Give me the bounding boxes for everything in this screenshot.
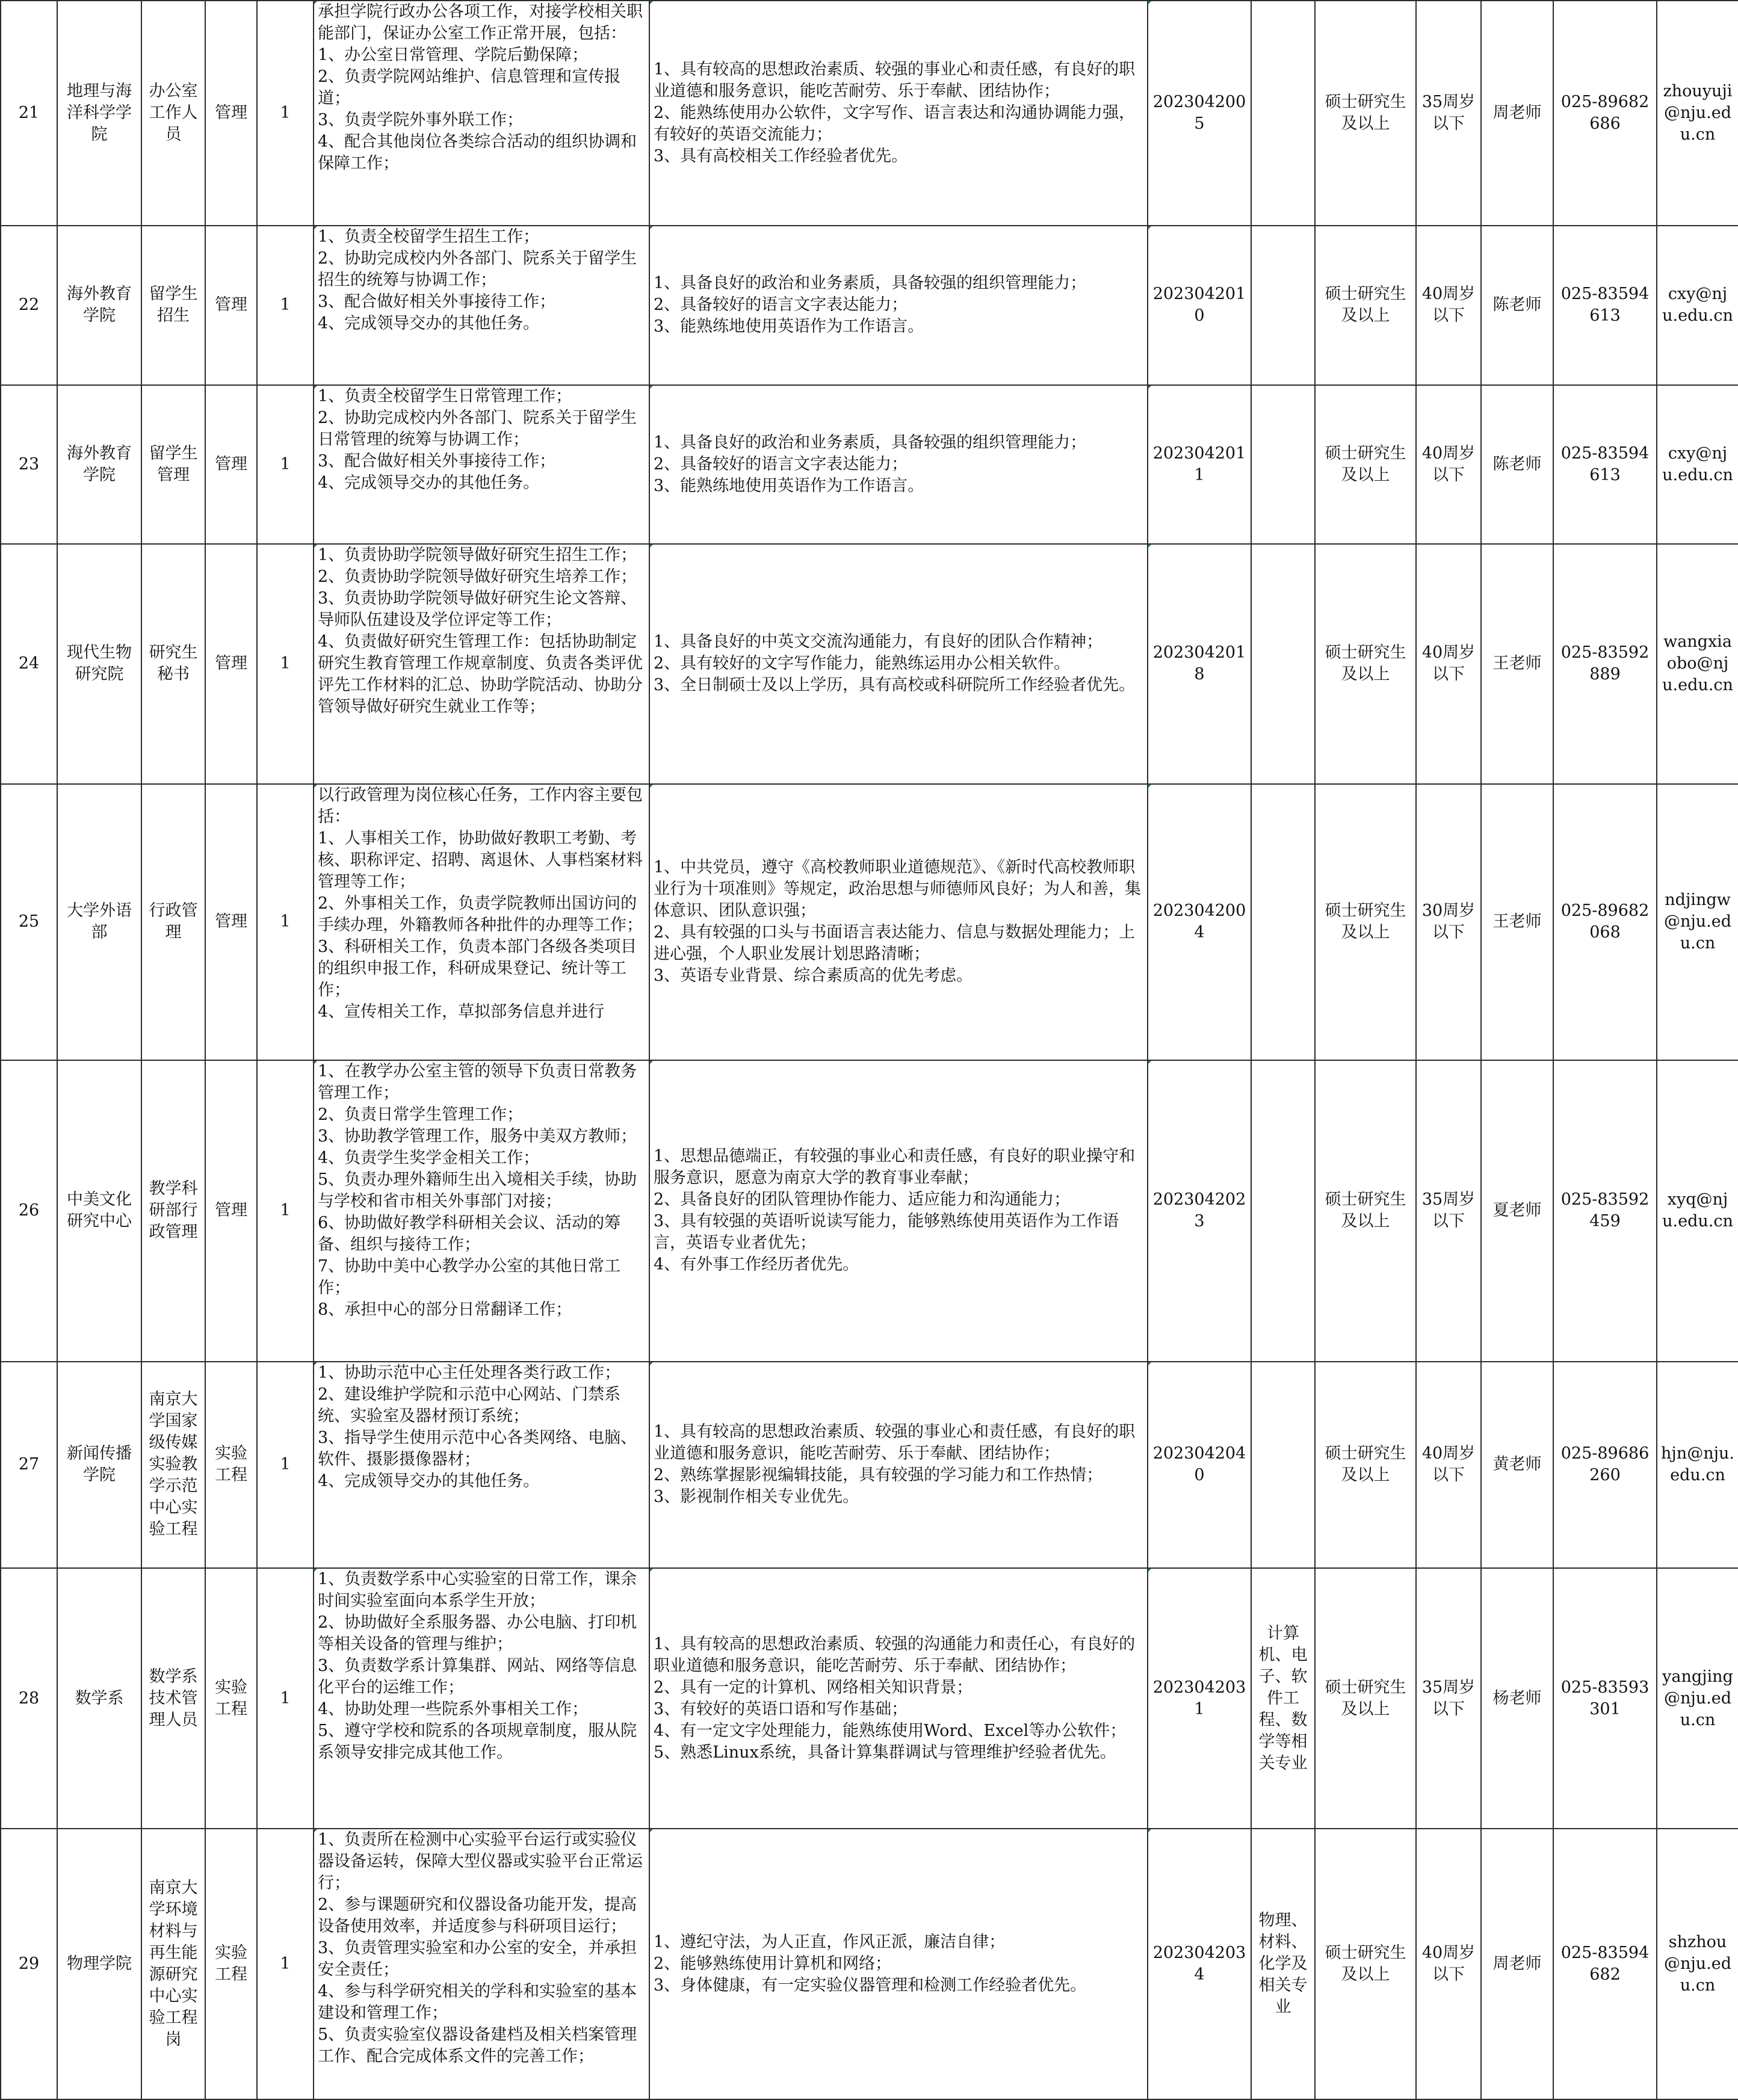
table-row bbox=[1, 1568, 1738, 1829]
position-code-cell: 2023042034 bbox=[1148, 1829, 1251, 2099]
duties-cell: 1、负责所在检测中心实验平台运行或实验仪器设备运转，保障大型仪器或实验平台正常运行； 2、参与课题研究和仪器设备功能开发，提高设备使用效率，并适度参与科研项目运行； 3、负责管理实验室和办公室的安全，并承担安全责任； 4、参与科学研究相关的学科和实验室的基本建设和管理工作； 5、负责实验室仪器设备建档及相关档案管理工作、配合完成体系文件的完善工作； bbox=[314, 1829, 649, 2099]
position-code-cell: 2023042040 bbox=[1148, 1362, 1251, 1569]
job-type-cell: 管理 bbox=[205, 1060, 257, 1361]
table-row bbox=[1, 226, 1738, 384]
seq-no-cell: 23 bbox=[1, 385, 57, 544]
email-cell: xyq@nju.edu.cn bbox=[1657, 1060, 1738, 1361]
unit-cell: 新闻传播学院 bbox=[57, 1362, 141, 1569]
contact-person-cell: 王老师 bbox=[1481, 544, 1553, 784]
job-type-cell: 管理 bbox=[205, 1, 257, 226]
age-limit-cell: 35周岁以下 bbox=[1416, 1060, 1481, 1361]
position-code-cell: 2023042010 bbox=[1148, 226, 1251, 384]
position-code-cell: 2023042031 bbox=[1148, 1568, 1251, 1829]
major-cell bbox=[1251, 784, 1315, 1061]
requirements-cell: 1、具备良好的政治和业务素质，具备较强的组织管理能力； 2、具备较好的语言文字表达能力； 3、能熟练地使用英语作为工作语言。 bbox=[649, 226, 1148, 384]
email-cell: wangxiaobo@nju.edu.cn bbox=[1657, 544, 1738, 784]
major-cell bbox=[1251, 226, 1315, 384]
requirements-cell: 1、具有较高的思想政治素质、较强的事业心和责任感，有良好的职业道德和服务意识，能吃苦耐劳、乐于奉献、团结协作； 2、能熟练使用办公软件，文字写作、语言表达和沟通协调能力强，有较好的英语交流能力； 3、具有高校相关工作经验者优先。 bbox=[649, 1, 1148, 226]
requirements-cell: 1、中共党员，遵守《高校教师职业道德规范》、《新时代高校教师职业行为十项准则》等规定，政治思想与师德师风良好；为人和善，集体意识、团队意识强； 2、具有较强的口头与书面语言表达能力、信息与数据处理能力；上进心强，个人职业发展计划思路清晰； 3、英语专业背景、综合素质高的优先考虑。 bbox=[649, 784, 1148, 1061]
position-cell: 行政管理 bbox=[141, 784, 205, 1061]
major-cell bbox=[1251, 1, 1315, 226]
position-cell: 办公室工作人员 bbox=[141, 1, 205, 226]
age-limit-cell: 40周岁以下 bbox=[1416, 1362, 1481, 1569]
headcount-cell: 1 bbox=[257, 1362, 314, 1569]
headcount-cell: 1 bbox=[257, 1568, 314, 1829]
position-cell: 教学科研部行政管理 bbox=[141, 1060, 205, 1361]
contact-person-cell: 杨老师 bbox=[1481, 1568, 1553, 1829]
major-cell bbox=[1251, 385, 1315, 544]
table-row bbox=[1, 1829, 1738, 2099]
seq-no-cell: 26 bbox=[1, 1060, 57, 1361]
education-cell: 硕士研究生及以上 bbox=[1315, 1362, 1416, 1569]
requirements-cell: 1、具有较高的思想政治素质、较强的事业心和责任感，有良好的职业道德和服务意识，能吃苦耐劳、乐于奉献、团结协作； 2、熟练掌握影视编辑技能，具有较强的学习能力和工作热情； 3、影视制作相关专业优先。 bbox=[649, 1362, 1148, 1569]
contact-person-cell: 陈老师 bbox=[1481, 226, 1553, 384]
duties-cell: 1、负责全校留学生招生工作； 2、协助完成校内外各部门、院系关于留学生招生的统筹与协调工作； 3、配合做好相关外事接待工作； 4、完成领导交办的其他任务。 bbox=[314, 226, 649, 384]
email-cell: cxy@nju.edu.cn bbox=[1657, 385, 1738, 544]
phone-cell: 025-89682068 bbox=[1553, 784, 1657, 1061]
table-row bbox=[1, 385, 1738, 544]
position-code-cell: 2023042011 bbox=[1148, 385, 1251, 544]
unit-cell: 中美文化研究中心 bbox=[57, 1060, 141, 1361]
position-cell: 数学系技术管理人员 bbox=[141, 1568, 205, 1829]
table-row bbox=[1, 1060, 1738, 1361]
job-type-cell: 管理 bbox=[205, 544, 257, 784]
phone-cell: 025-83594682 bbox=[1553, 1829, 1657, 2099]
seq-no-cell: 28 bbox=[1, 1568, 57, 1829]
education-cell: 硕士研究生及以上 bbox=[1315, 784, 1416, 1061]
contact-person-cell: 周老师 bbox=[1481, 1829, 1553, 2099]
job-type-cell: 管理 bbox=[205, 784, 257, 1061]
duties-cell: 1、负责协助学院领导做好研究生招生工作； 2、负责协助学院领导做好研究生培养工作； 3、负责协助学院领导做好研究生论文答辩、导师队伍建设及学位评定等工作； 4、负责做好研究生管理工作：包括协助制定研究生教育管理工作规章制度、负责各类评优评先工作材料的汇总、协助学院活动、协助分管领导做好研究生就业工作等； bbox=[314, 544, 649, 784]
education-cell: 硕士研究生及以上 bbox=[1315, 1829, 1416, 2099]
education-cell: 硕士研究生及以上 bbox=[1315, 1, 1416, 226]
unit-cell: 数学系 bbox=[57, 1568, 141, 1829]
phone-cell: 025-83592889 bbox=[1553, 544, 1657, 784]
phone-cell: 025-83592459 bbox=[1553, 1060, 1657, 1361]
age-limit-cell: 40周岁以下 bbox=[1416, 544, 1481, 784]
position-cell: 南京大学国家级传媒实验教学示范中心实验工程 bbox=[141, 1362, 205, 1569]
table-body bbox=[1, 1, 1738, 2099]
position-cell: 研究生秘书 bbox=[141, 544, 205, 784]
age-limit-cell: 35周岁以下 bbox=[1416, 1568, 1481, 1829]
position-code-cell: 2023042005 bbox=[1148, 1, 1251, 226]
job-type-cell: 管理 bbox=[205, 385, 257, 544]
education-cell: 硕士研究生及以上 bbox=[1315, 1060, 1416, 1361]
phone-cell: 025-89686260 bbox=[1553, 1362, 1657, 1569]
headcount-cell: 1 bbox=[257, 1, 314, 226]
table-row bbox=[1, 1, 1738, 226]
age-limit-cell: 40周岁以下 bbox=[1416, 226, 1481, 384]
duties-cell: 1、负责数学系中心实验室的日常工作，课余时间实验室面向本系学生开放； 2、协助做好全系服务器、办公电脑、打印机等相关设备的管理与维护； 3、负责数学系计算集群、网站、网络等信息化平台的运维工作； 4、协助处理一些院系外事相关工作； 5、遵守学校和院系的各项规章制度，服从院系领导安排完成其他工作。 bbox=[314, 1568, 649, 1829]
phone-cell: 025-83594613 bbox=[1553, 226, 1657, 384]
email-cell: zhouyuji@nju.edu.cn bbox=[1657, 1, 1738, 226]
position-code-cell: 2023042023 bbox=[1148, 1060, 1251, 1361]
email-cell: hjn@nju.edu.cn bbox=[1657, 1362, 1738, 1569]
email-cell: cxy@nju.edu.cn bbox=[1657, 226, 1738, 384]
job-type-cell: 实验工程 bbox=[205, 1568, 257, 1829]
job-type-cell: 实验工程 bbox=[205, 1829, 257, 2099]
headcount-cell: 1 bbox=[257, 544, 314, 784]
headcount-cell: 1 bbox=[257, 1060, 314, 1361]
table-row bbox=[1, 784, 1738, 1061]
major-cell bbox=[1251, 544, 1315, 784]
job-type-cell: 管理 bbox=[205, 226, 257, 384]
position-code-cell: 2023042004 bbox=[1148, 784, 1251, 1061]
position-code-cell: 2023042018 bbox=[1148, 544, 1251, 784]
seq-no-cell: 29 bbox=[1, 1829, 57, 2099]
job-type-cell: 实验工程 bbox=[205, 1362, 257, 1569]
contact-person-cell: 夏老师 bbox=[1481, 1060, 1553, 1361]
position-cell: 留学生招生 bbox=[141, 226, 205, 384]
education-cell: 硕士研究生及以上 bbox=[1315, 1568, 1416, 1829]
requirements-cell: 1、具有较高的思想政治素质、较强的沟通能力和责任心，有良好的职业道德和服务意识，能吃苦耐劳、乐于奉献、团结协作； 2、具有一定的计算机、网络相关知识背景； 3、有较好的英语口语和写作基础； 4、有一定文字处理能力，能熟练使用Word、Excel等办公软件； 5、熟悉Linux系统，具备计算集群调试与管理维护经验者优先。 bbox=[649, 1568, 1148, 1829]
phone-cell: 025-89682686 bbox=[1553, 1, 1657, 226]
phone-cell: 025-83594613 bbox=[1553, 385, 1657, 544]
age-limit-cell: 35周岁以下 bbox=[1416, 1, 1481, 226]
position-cell: 南京大学环境材料与再生能源研究中心实验工程岗 bbox=[141, 1829, 205, 2099]
duties-cell: 1、负责全校留学生日常管理工作； 2、协助完成校内外各部门、院系关于留学生日常管理的统筹与协调工作； 3、配合做好相关外事接待工作； 4、完成领导交办的其他任务。 bbox=[314, 385, 649, 544]
contact-person-cell: 黄老师 bbox=[1481, 1362, 1553, 1569]
duties-cell: 承担学院行政办公各项工作，对接学校相关职能部门，保证办公室工作正常开展，包括： 1、办公室日常管理、学院后勤保障； 2、负责学院网站维护、信息管理和宣传报道； 3、负责学院外事外联工作； 4、配合其他岗位各类综合活动的组织协调和保障工作； bbox=[314, 1, 649, 226]
duties-cell: 以行政管理为岗位核心任务，工作内容主要包括： 1、人事相关工作，协助做好教职工考勤、考核、职称评定、招聘、离退休、人事档案材料管理等工作； 2、外事相关工作，负责学院教师出国访问的手续办理，外籍教师各种批件的办理等工作； 3、科研相关工作，负责本部门各级各类项目的组织申报工作，科研成果登记、统计等工作； 4、宣传相关工作，草拟部务信息并进行 bbox=[314, 784, 649, 1061]
headcount-cell: 1 bbox=[257, 385, 314, 544]
unit-cell: 地理与海洋科学学院 bbox=[57, 1, 141, 226]
seq-no-cell: 21 bbox=[1, 1, 57, 226]
requirements-cell: 1、遵纪守法，为人正直，作风正派，廉洁自律； 2、能够熟练使用计算机和网络； 3、身体健康，有一定实验仪器管理和检测工作经验者优先。 bbox=[649, 1829, 1148, 2099]
major-cell bbox=[1251, 1362, 1315, 1569]
position-cell: 留学生管理 bbox=[141, 385, 205, 544]
duties-cell: 1、在教学办公室主管的领导下负责日常教务管理工作； 2、负责日常学生管理工作； 3、协助教学管理工作，服务中美双方教师； 4、负责学生奖学金相关工作； 5、负责办理外籍师生出入境相关手续，协助与学校和省市相关外事部门对接； 6、协助做好教学科研相关会议、活动的筹备、组织与接待工作； 7、协助中美中心教学办公室的其他日常工作； 8、承担中心的部分日常翻译工作； bbox=[314, 1060, 649, 1361]
age-limit-cell: 40周岁以下 bbox=[1416, 385, 1481, 544]
email-cell: ndjingw@nju.edu.cn bbox=[1657, 784, 1738, 1061]
contact-person-cell: 陈老师 bbox=[1481, 385, 1553, 544]
headcount-cell: 1 bbox=[257, 784, 314, 1061]
major-cell: 计算机、电子、软件工程、数学等相关专业 bbox=[1251, 1568, 1315, 1829]
requirements-cell: 1、具备良好的政治和业务素质，具备较强的组织管理能力； 2、具备较好的语言文字表达能力； 3、能熟练地使用英语作为工作语言。 bbox=[649, 385, 1148, 544]
seq-no-cell: 22 bbox=[1, 226, 57, 384]
education-cell: 硕士研究生及以上 bbox=[1315, 385, 1416, 544]
age-limit-cell: 30周岁以下 bbox=[1416, 784, 1481, 1061]
email-cell: yangjing@nju.edu.cn bbox=[1657, 1568, 1738, 1829]
seq-no-cell: 24 bbox=[1, 544, 57, 784]
table-row bbox=[1, 1362, 1738, 1569]
unit-cell: 大学外语部 bbox=[57, 784, 141, 1061]
requirements-cell: 1、具备良好的中英文交流沟通能力，有良好的团队合作精神； 2、具有较好的文字写作能力，能熟练运用办公相关软件。 3、全日制硕士及以上学历，具有高校或科研院所工作经验者优先。 bbox=[649, 544, 1148, 784]
phone-cell: 025-83593301 bbox=[1553, 1568, 1657, 1829]
requirements-cell: 1、思想品德端正，有较强的事业心和责任感，有良好的职业操守和服务意识，愿意为南京大学的教育事业奉献； 2、具备良好的团队管理协作能力、适应能力和沟通能力； 3、具有较强的英语听说读写能力，能够熟练使用英语作为工作语言，英语专业者优先； 4、有外事工作经历者优先。 bbox=[649, 1060, 1148, 1361]
table-row bbox=[1, 544, 1738, 784]
unit-cell: 现代生物研究院 bbox=[57, 544, 141, 784]
education-cell: 硕士研究生及以上 bbox=[1315, 544, 1416, 784]
education-cell: 硕士研究生及以上 bbox=[1315, 226, 1416, 384]
age-limit-cell: 40周岁以下 bbox=[1416, 1829, 1481, 2099]
headcount-cell: 1 bbox=[257, 226, 314, 384]
unit-cell: 海外教育学院 bbox=[57, 226, 141, 384]
major-cell: 物理、材料、化学及相关专业 bbox=[1251, 1829, 1315, 2099]
unit-cell: 物理学院 bbox=[57, 1829, 141, 2099]
headcount-cell: 1 bbox=[257, 1829, 314, 2099]
contact-person-cell: 王老师 bbox=[1481, 784, 1553, 1061]
seq-no-cell: 27 bbox=[1, 1362, 57, 1569]
contact-person-cell: 周老师 bbox=[1481, 1, 1553, 226]
email-cell: shzhou@nju.edu.cn bbox=[1657, 1829, 1738, 2099]
unit-cell: 海外教育学院 bbox=[57, 385, 141, 544]
duties-cell: 1、协助示范中心主任处理各类行政工作； 2、建设维护学院和示范中心网站、门禁系统、实验室及器材预订系统； 3、指导学生使用示范中心各类网络、电脑、软件、摄影摄像器材； 4、完成领导交办的其他任务。 bbox=[314, 1362, 649, 1569]
major-cell bbox=[1251, 1060, 1315, 1361]
seq-no-cell: 25 bbox=[1, 784, 57, 1061]
